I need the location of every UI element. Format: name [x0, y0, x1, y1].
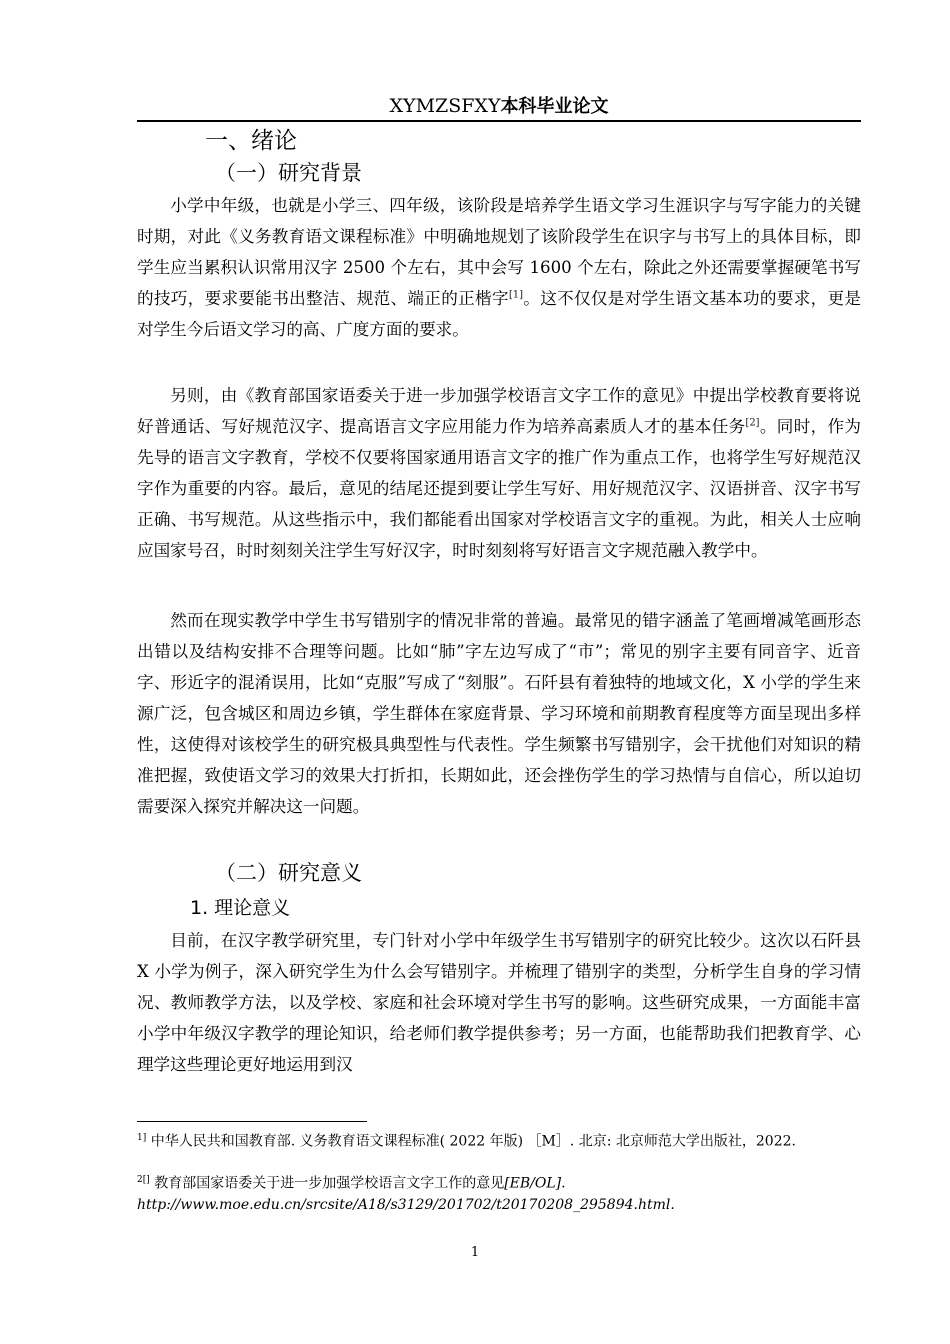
- chapter-heading: 一、绪论: [205, 128, 297, 154]
- section-heading-background: （一）研究背景: [215, 161, 362, 185]
- paragraph-1-text-end: 。这不仅仅是对学生语文基本功的要求，更是对学生今后语文学习的高、广度方面的要求。: [137, 289, 862, 339]
- footnote-1-mark: 1]: [137, 1133, 147, 1143]
- paragraph-3: 然而在现实教学中学生书写错别字的情况非常的普遍。最常见的错字涵盖了笔画增减笔画形态出错以及结构安排不合理等问题。比如“肺”字左边写成了“市”；常见的别字主要有同音字、近音字、形近字的混淆误用，比如“克服”写成了“刻服”。石阡县有着独特的地域文化，X 小学的学生来源广泛，包含城区和周边乡镇，学生群体在家庭背景、学习环境和前期教育程度等方面呈现出多样性，这使得对该校学生的研究极具典型性与代表性。学生频繁书写错别字，会干扰他们对知识的精准把握，致使语文学习的效果大打折扣，长期如此，还会挫伤学生的学习热情与自信心，所以迫切需要深入探究并解决这一问题。: [137, 611, 861, 816]
- header-title: 本科毕业论文: [500, 96, 609, 117]
- citation-2[interactable]: [2]: [745, 417, 760, 429]
- page-number: 1: [470, 1245, 480, 1260]
- footnote-2-url[interactable]: [EB/OL]. http://www.moe.edu.cn/srcsite/A18/s3129/201702/t20170208_295894.html.: [137, 1175, 675, 1213]
- paragraph-2-text-end: 。同时，作为先导的语言文字教育，学校不仅要将国家通用语言文字的推广作为重点工作，也将学生写好规范汉字作为重要的内容。最后，意见的结尾还提到要让学生写好、用好规范汉字、汉语拼音、汉字书写正确、书写规范。从这些指示中，我们都能看出国家对学校语言文字的重视。为此，相关人士应响应国家号召，时时刻刻关注学生写好汉字，时时刻刻将写好语言文字规范融入教学中。: [137, 417, 861, 560]
- footnote-2-text: 教育部国家语委关于进一步加强学校语言文字工作的意见: [149, 1175, 505, 1192]
- header-school-code: XYMZSFXY: [389, 95, 501, 117]
- footnote-separator: [137, 1121, 367, 1122]
- footnote-1-text: 中华人民共和国教育部. 义务教育语文课程标准( 2022 年版) ［M］. 北京: 北京师范大学出版社，2022.: [146, 1133, 796, 1150]
- section-heading-significance: （二）研究意义: [215, 861, 362, 885]
- paragraph-1-text: 小学中年级，也就是小学三、四年级，该阶段是培养学生语文学习生涯识字与写字能力的关键时期，对此《义务教育语文课程标准》中明确地规划了该阶段学生在识字与书写上的具体目标，即学生应当累积认识常用汉字 2500 个左右，其中会写 1600 个左右，除此之外还需要掌握硬笔书写的技巧，要求要能书出整洁、规范、端正的正楷字: [137, 196, 861, 308]
- subsection-heading-theory: 1. 理论意义: [190, 897, 291, 919]
- paragraph-1: [137, 190, 861, 345]
- footnote-2-mark: 2[]: [137, 1175, 150, 1185]
- page-header: [137, 92, 861, 122]
- citation-1[interactable]: [1]: [508, 289, 523, 301]
- paragraph-2: [137, 380, 861, 566]
- footnote-1: [137, 1128, 861, 1153]
- paragraph-2-text: 另则，由《教育部国家语委关于进一步加强学校语言文字工作的意见》中提出学校教育要将说好普通话、写好规范汉字、提高语言文字应用能力作为培养高素质人才的基本任务: [137, 386, 861, 436]
- paragraph-4: 目前，在汉字教学研究里，专门针对小学中年级学生书写错别字的研究比较少。这次以石阡县 X 小学为例子，深入研究学生为什么会写错别字。并梳理了错别字的类型，分析学生自身的学习情况、教师教学方法，以及学校、家庭和社会环境对学生书写的影响。这些研究成果，一方面能丰富小学中年级汉字教学的理论知识，给老师们教学提供参考；另一方面，也能帮助我们把教育学、心理学这些理论更好地运用到汉: [137, 931, 861, 1074]
- footnote-2: [137, 1170, 861, 1216]
